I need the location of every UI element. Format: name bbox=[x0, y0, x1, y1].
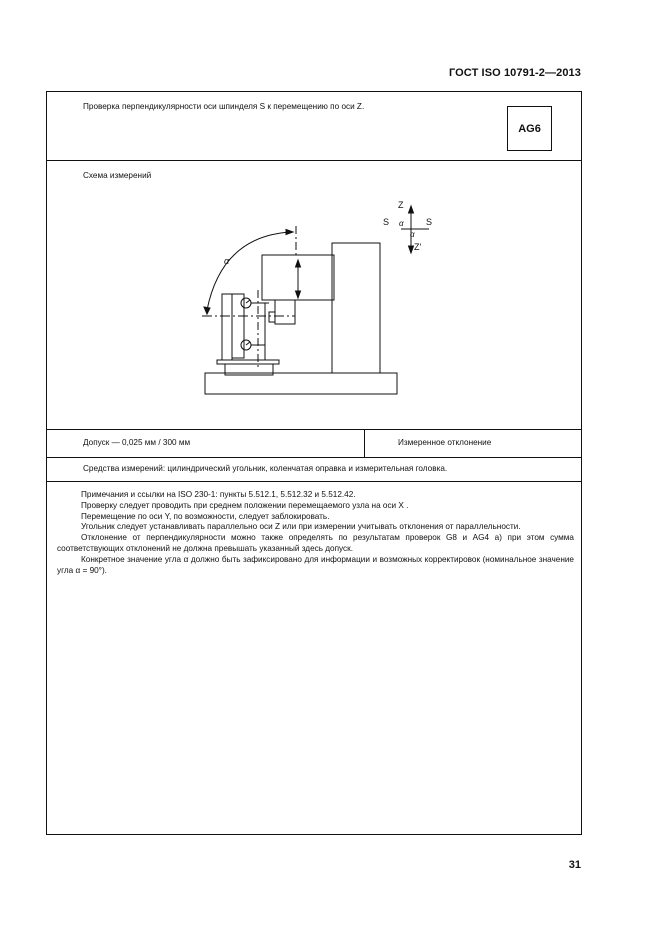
angle-arc-arrow-top bbox=[286, 230, 293, 235]
axis-s-right-label: S bbox=[426, 217, 433, 227]
column-divider bbox=[364, 429, 365, 457]
check-code-badge bbox=[507, 106, 552, 151]
bent-arbor bbox=[269, 312, 275, 322]
check-title: Проверка перпендикулярности оси шпинделя S к перемещению по оси Z. bbox=[83, 102, 365, 111]
standard-code: ГОСТ ISO 10791-2—2013 bbox=[448, 67, 581, 79]
dial-indicator-lower bbox=[241, 340, 265, 350]
row-divider bbox=[47, 481, 581, 482]
note-item: Примечания и ссылки на ISO 230-1: пункты 5.512.1, 5.512.32 и 5.512.42. bbox=[81, 490, 356, 499]
row-divider bbox=[47, 457, 581, 458]
machine-column bbox=[332, 243, 380, 373]
note-item: Проверку следует проводить при среднем положении перемещаемого узла на оси X . bbox=[81, 500, 409, 510]
instruments-text: Средства измерений: цилиндрический угольник, коленчатая оправка и измерительная головка. bbox=[83, 464, 448, 473]
scheme-label: Схема измерений bbox=[83, 171, 152, 180]
page-number: 31 bbox=[568, 859, 581, 871]
tolerance-label: Допуск — 0,025 мм / 300 мм bbox=[83, 438, 191, 447]
note-item: Угольник следует устанавливать параллельно оси Z или при измерении учитывать отклонения от параллельности. bbox=[81, 522, 521, 532]
check-code: AG6 bbox=[518, 122, 541, 135]
measurement-scheme-diagram bbox=[47, 160, 583, 420]
angle-alpha-label: α bbox=[224, 256, 230, 266]
angle-arc bbox=[207, 232, 291, 310]
note-item: Отклонение от перпендикулярности можно также определять по результатам проверок G8 и AG4 а) при этом сумма соответствующих отклонений не должна превышать указанный здесь допуск. bbox=[57, 533, 574, 553]
row-divider bbox=[47, 429, 581, 430]
axis-alpha-lower: α bbox=[410, 230, 415, 239]
note-item: Конкретное значение угла α должно быть зафиксировано для информации и возможных корректировок (номинальное значение угла α = 90°). bbox=[57, 554, 574, 575]
axis-z-label: Z bbox=[398, 200, 404, 210]
axis-s-left-label: S bbox=[383, 217, 390, 227]
axis-alpha-upper: α bbox=[399, 219, 404, 228]
spindle bbox=[275, 300, 295, 324]
axis-cross bbox=[383, 200, 432, 253]
measured-deviation-label: Измеренное отклонение bbox=[398, 438, 492, 447]
note-item: Перемещение по оси Y, по возможности, следует заблокировать. bbox=[81, 511, 330, 521]
check-table bbox=[46, 91, 582, 835]
notes-block bbox=[57, 490, 574, 576]
table-clamp bbox=[217, 360, 279, 364]
angle-arc-arrow-bottom bbox=[204, 307, 210, 314]
machine-table bbox=[205, 373, 397, 394]
cylindrical-square bbox=[222, 294, 232, 360]
head-travel-arrow bbox=[296, 260, 301, 298]
axis-z-prime-label: Z' bbox=[414, 242, 422, 252]
